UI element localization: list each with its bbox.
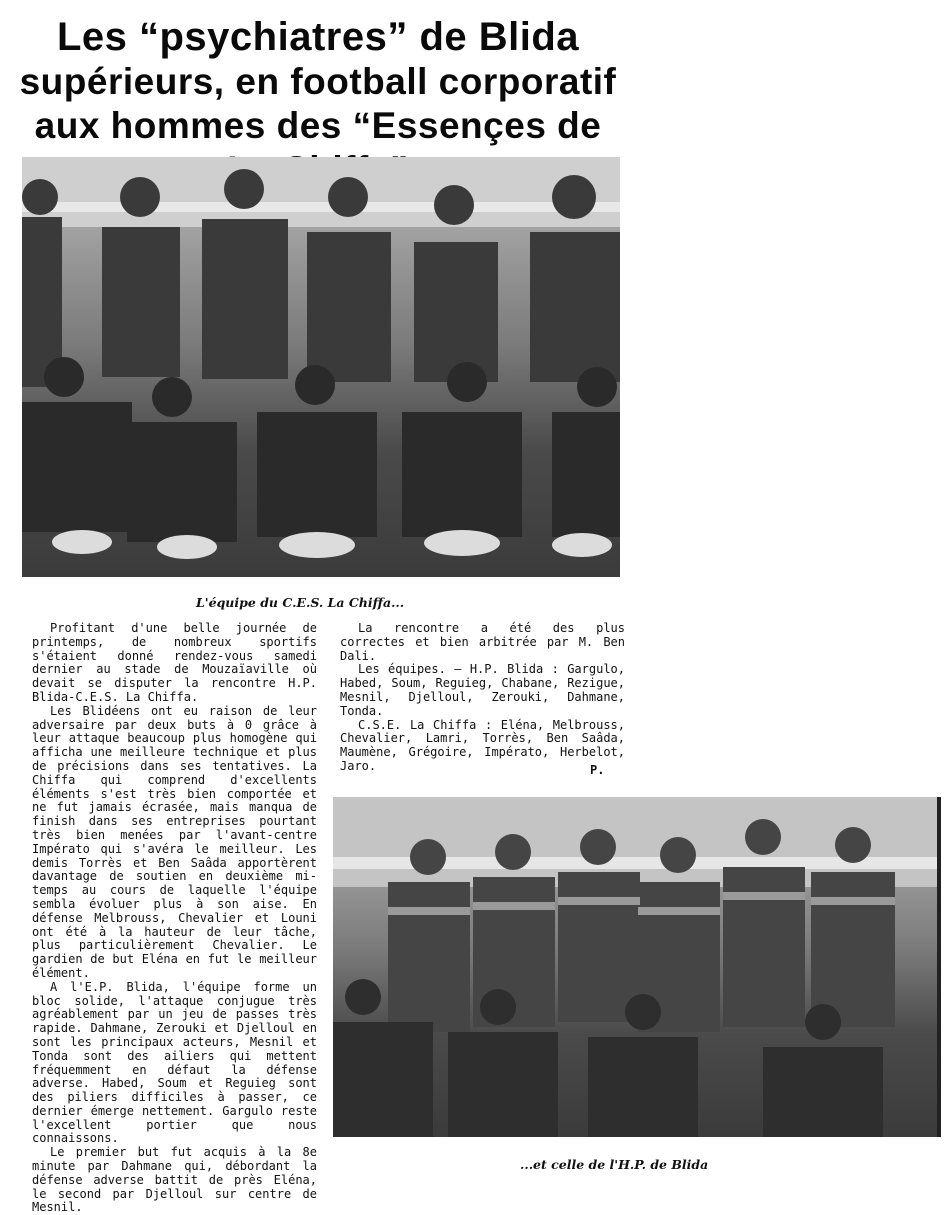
- article-column-right: [340, 622, 625, 774]
- team-photo-hp-blida: [333, 797, 941, 1137]
- article-paragraph: Le premier but fut acquis à la 8e minute par Dahmane qui, débordant la défense adverse battit de près Eléna, le second par Djelloul sur centre de Mesnil.: [32, 1145, 317, 1215]
- team-photo-hp-blida-image: [333, 797, 937, 1137]
- article-paragraph: A l'E.P. Blida, l'équipe forme un bloc solide, l'attaque conjugue très agréablement par un jeu de passes très rapide. Dahmane, Zerouki et Djelloul en sont les principaux acteurs, Mesnil et Tonda sont des ailiers qui mettent fréquemment en défaut la défense adverse. Habed, Soum et Reguieg sont des piliers difficiles à passer, ce dernier émerge nettement. Gargulo reste l'excellent portier que nous connaissons.: [32, 979, 317, 1146]
- article-paragraph: Profitant d'une belle journée de printemps, de nombreux sportifs s'étaient donné rendez-vous samedi dernier au stade de Mouzaïaville où devait se disputer la rencontre H.P. Blida-C.E.S. La Chiffa.: [32, 621, 317, 704]
- article-paragraph: La rencontre a été des plus correctes et bien arbitrée par M. Ben Dali.: [340, 621, 625, 663]
- author-signature: P.: [590, 763, 605, 777]
- team-lineup-hp-blida: Les équipes. — H.P. Blida : Gargulo, Habed, Soum, Reguieg, Chabane, Rezigue, Mesnil, Djelloul, Zerouki, Dahmane, Tonda.: [340, 662, 625, 718]
- article-column-left: [32, 622, 317, 1215]
- headline-line-1: Les “psychiatres” de Blida: [56, 15, 580, 59]
- team-photo-la-chiffa: [22, 157, 620, 577]
- team-photo-la-chiffa-image: [22, 157, 620, 577]
- article-paragraph: Les Blidéens ont eu raison de leur adversaire par deux buts à 0 grâce à leur attaque beaucoup plus homogène qui afficha une meilleure technique et plus de précisions dans ses tentatives. La Chiffa qui comprend d'excellents éléments s'est très bien comportée et ne fut jamais écrasée, mais manqua de finish dans ses entreprises pourtant très bien menées par l'avant-centre Impérato qui s'avéra le meilleur. Les demis Torrès et Ben Saâda apportèrent davantage de soutien en deuxième mi-temps au cours de laquelle l'équipe sembla évoluer plus à son aise. En défense Melbrouss, Chevalier et Louni ont été à la hauteur de leur tâche, plus particulièrement Chevalier. Le gardien de but Eléna en fut le meilleur élément.: [32, 703, 317, 980]
- photo-caption-la-chiffa: L'équipe du C.E.S. La Chiffa...: [196, 595, 405, 610]
- photo-caption-hp-blida: ...et celle de l'H.P. de Blida: [520, 1157, 709, 1172]
- headline-line-2: supérieurs, en football corporatif: [19, 61, 617, 102]
- team-lineup-la-chiffa: C.S.E. La Chiffa : Eléna, Melbrouss, Chevalier, Lamri, Torrès, Ben Saâda, Maumène, Grégoire, Impérato, Herbelot, Jaro.: [340, 717, 625, 773]
- headline-line-3: aux hommes des “Essençes de: [34, 105, 602, 146]
